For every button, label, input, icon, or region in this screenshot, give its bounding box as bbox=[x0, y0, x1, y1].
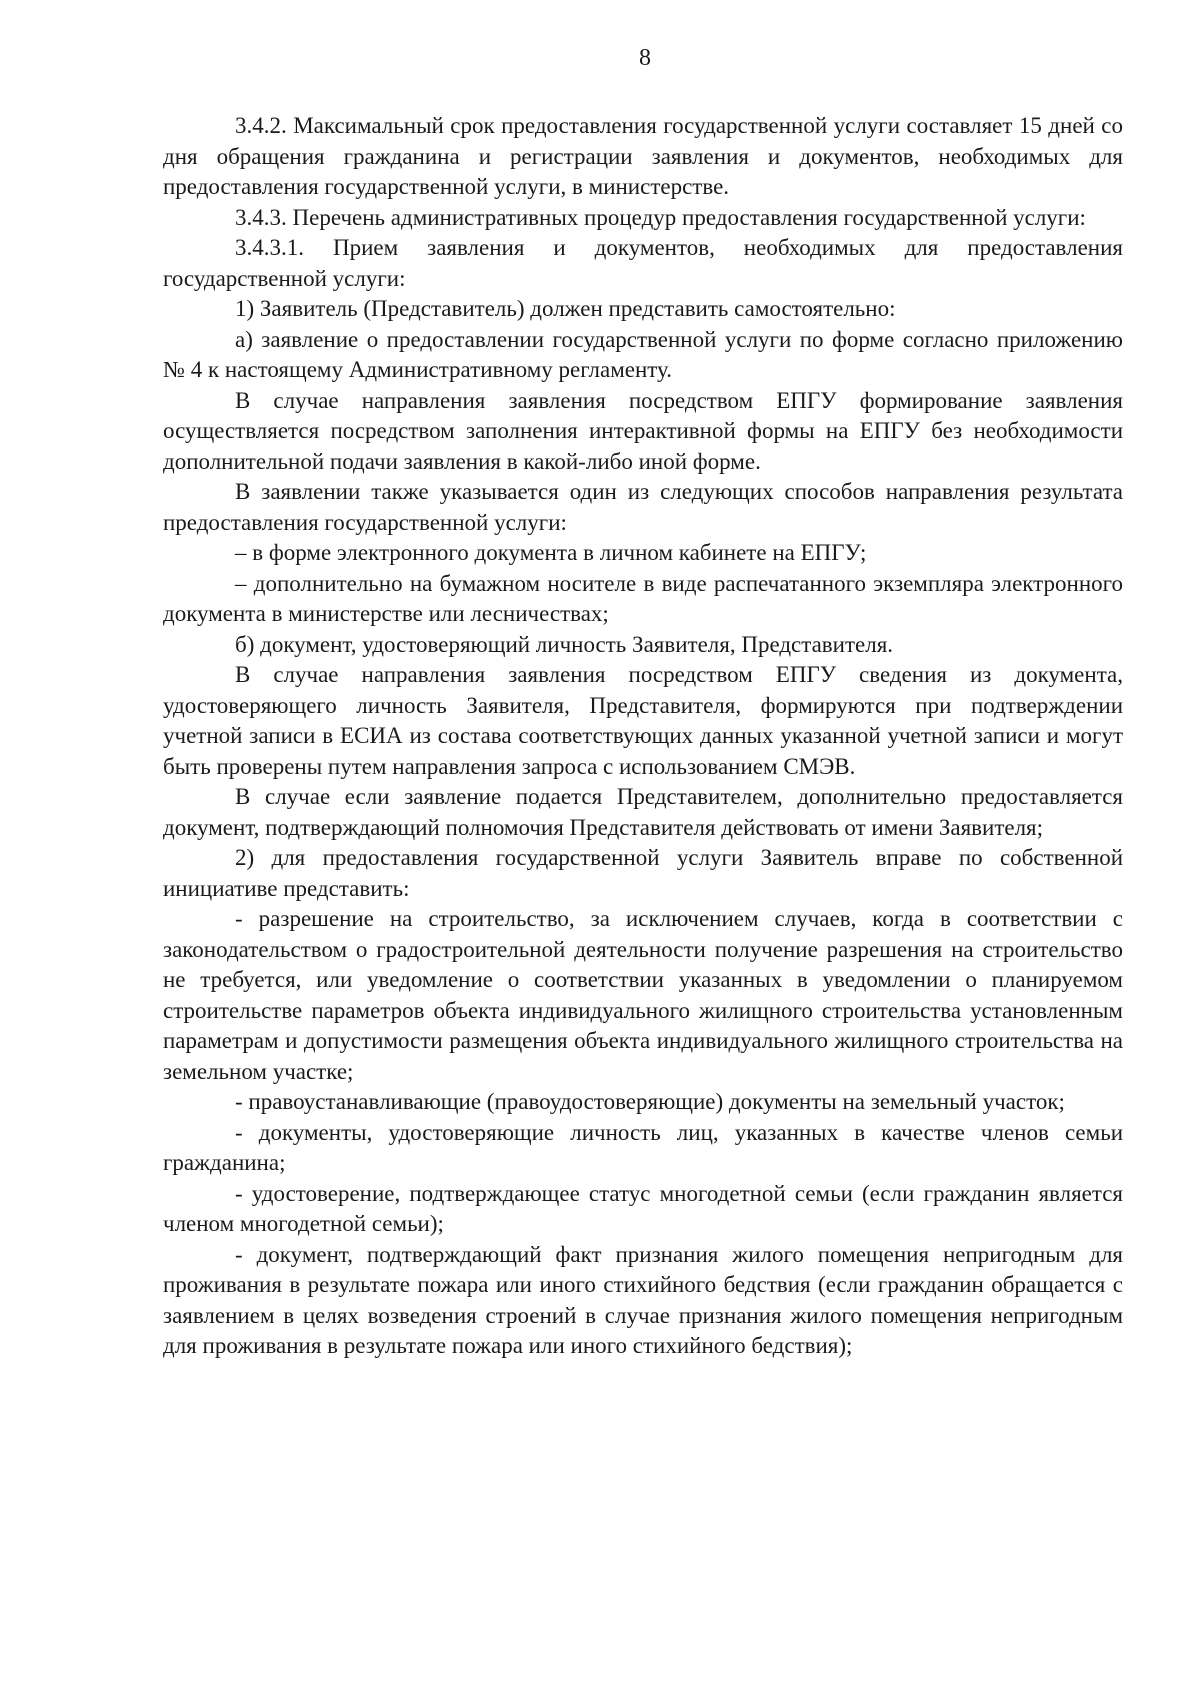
list-item-permit: - разрешение на строительство, за исключением случаев, когда в соответствии с законодательством о градостроительной деятельности получение разрешения на строительство не требуется, или уведомление о соответствии указанных в уведомлении о планируемом строительстве параметров объекта индивидуального жилищного строительства установленным параметрам и допустимости размещения объекта индивидуального жилищного строительства на земельном участке; bbox=[163, 906, 1123, 1084]
list-item-land-docs: - правоустанавливающие (правоудостоверяющие) документы на земельный участок; bbox=[235, 1089, 1065, 1114]
paragraph-item-b: б) документ, удостоверяющий личность Заявителя, Представителя. bbox=[235, 631, 894, 657]
list-item-paper: – дополнительно на бумажном носителе в виде распечатанного экземпляра электронного документа в министерстве или лесничествах; bbox=[163, 570, 1123, 626]
paragraph-representative: В случае если заявление подается Представителем, дополнительно предоставляется документ, подтверждающий полномочия Представителя действовать от имени Заявителя; bbox=[163, 784, 1123, 840]
list-item-electronic: – в форме электронного документа в личном кабинете на ЕПГУ; bbox=[235, 540, 867, 565]
paragraph-3-4-3-1: 3.4.3.1. Прием заявления и документов, необходимых для предоставления государственной услуги: bbox=[163, 235, 1123, 291]
list-item-family-ids: - документы, удостоверяющие личность лиц, указанных в качестве членов семьи гражданина; bbox=[163, 1119, 1123, 1175]
paragraph-item-a: а) заявление о предоставлении государственной услуги по форме согласно приложению № 4 к настоящему Административному регламенту. bbox=[163, 326, 1123, 382]
paragraph-3-4-3: 3.4.3. Перечень административных процедур предоставления государственной услуги: bbox=[235, 204, 1086, 230]
page-number: 8 bbox=[639, 45, 651, 71]
paragraph-epgu-form: В случае направления заявления посредством ЕПГУ формирование заявления осуществляется посредством заполнения интерактивной формы на ЕПГУ без необходимости дополнительной подачи заявления в какой-либо иной форме. bbox=[163, 387, 1123, 474]
document-body bbox=[163, 111, 1123, 1362]
paragraph-result-methods: В заявлении также указывается один из следующих способов направления результата предоставления государственной услуги: bbox=[163, 479, 1123, 535]
list-item-large-family: - удостоверение, подтверждающее статус многодетной семьи (если гражданин является членом многодетной семьи); bbox=[163, 1180, 1123, 1236]
paragraph-3-4-2: 3.4.2. Максимальный срок предоставления государственной услуги составляет 15 дней со дня обращения гражданина и регистрации заявления и документов, необходимых для предоставления государственной услуги, в министерстве. bbox=[163, 113, 1123, 199]
paragraph-esia: В случае направления заявления посредством ЕПГУ сведения из документа, удостоверяющего личность Заявителя, Представителя, формируются при подтверждении учетной записи в ЕСИА из состава соответствующих данных указанной учетной записи и могут быть проверены путем направления запроса с использованием СМЭВ. bbox=[163, 662, 1123, 779]
paragraph-item-1: 1) Заявитель (Представитель) должен представить самостоятельно: bbox=[235, 296, 896, 321]
list-item-disaster: - документ, подтверждающий факт признания жилого помещения непригодным для проживания в результате пожара или иного стихийного бедствия (если гражданин обращается с заявлением в целях возведения строений в случае признания жилого помещения непригодным для проживания в результате пожара или иного стихийного бедствия); bbox=[163, 1241, 1123, 1358]
paragraph-item-2: 2) для предоставления государственной услуги Заявитель вправе по собственной инициативе представить: bbox=[163, 845, 1123, 901]
